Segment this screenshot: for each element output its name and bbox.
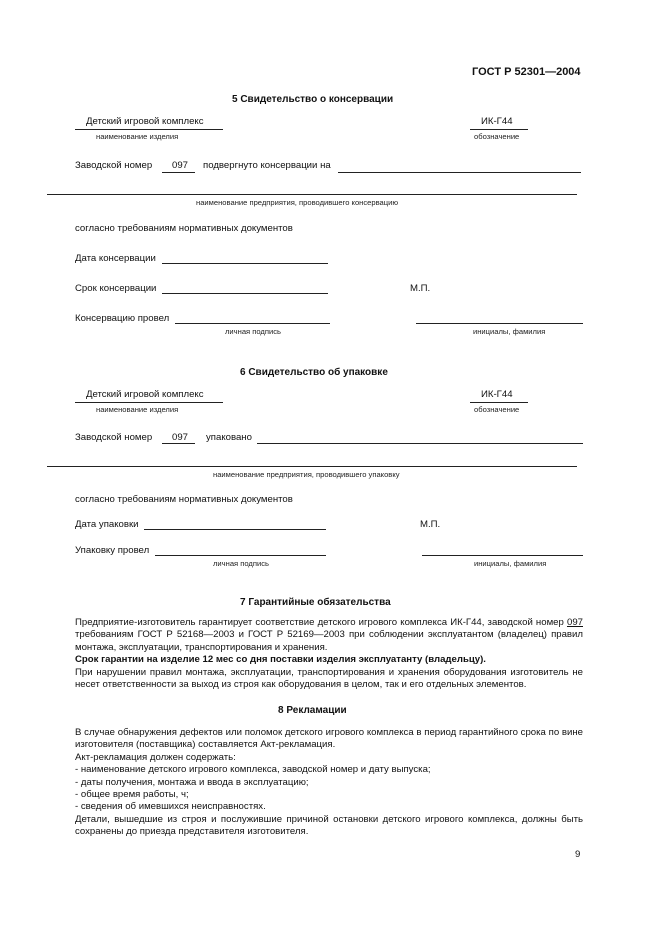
serial-value: 097 [172,160,189,171]
packing-enterprise-line-2 [47,466,577,467]
document-code: ГОСТ Р 52301—2004 [472,66,581,78]
claims-item: - даты получения, монтажа и ввода в эксплуатацию; [75,776,309,788]
product-name-caption: наименование изделия [96,132,179,141]
according-text: согласно требованиям нормативных документов [75,223,293,234]
according-text: согласно требованиям нормативных документов [75,494,293,505]
section-6-title: 6 Свидетельство об упаковке [240,367,388,378]
claims-intro: В случае обнаружения дефектов или поломок детского игрового комплекса в период гарантийного срока по вине изготовителя (поставщика) составляется Акт-рекламация. [75,727,583,751]
product-code-value: ИК-Г44 [481,389,513,400]
enterprise-caption: наименование предприятия, проводившего упаковку [213,470,400,479]
product-name-line [75,402,223,403]
product-code-caption: обозначение [474,132,520,141]
product-code-line [470,129,528,130]
signature-caption: личная подпись [213,559,269,568]
conservation-date-line [162,263,328,264]
section-7-title: 7 Гарантийные обязательства [240,597,391,608]
stamp-label: М.П. [410,283,431,294]
warranty-paragraph [75,617,583,654]
serial-line [162,172,195,173]
section-5-title: 5 Свидетельство о консервации [232,94,394,105]
warranty-text [75,617,583,691]
section-8-title: 8 Рекламации [278,705,347,716]
conserved-by-label: Консервацию провел [75,313,170,324]
serial-label: Заводской номер [75,432,153,443]
name-line [422,555,583,556]
serial-value: 097 [172,432,189,443]
packing-date-label: Дата упаковки [75,519,139,530]
claims-item: - сведения об имевшихся неисправностях. [75,801,266,813]
warranty-text-b: требованиям ГОСТ Р 52168—2003 и ГОСТ Р 52169—2003 при соблюдении эксплуатантом (владелец) правил монтажа, эксплуатации, транспортирования и хранения. [75,629,583,653]
product-code-caption: обозначение [474,405,520,414]
conservation-enterprise-line-2 [47,194,577,195]
warranty-period: Срок гарантии на изделие 12 мес со дня поставки изделия эксплуатанту (владельцу). [75,654,486,666]
packing-enterprise-line [257,443,583,444]
warranty-exclusion: При нарушении правил монтажа, эксплуатации, транспортирования и хранения оборудования изготовитель не несет ответственности за выход из строя как оборудования в целом, так и его отдельных элементов. [75,666,583,691]
serial-label: Заводской номер [75,160,153,171]
product-code-line [470,402,528,403]
warranty-serial: 097 [566,617,583,628]
serial-line [162,443,195,444]
claims-parts-note: Детали, вышедшие из строя и послужившие причиной остановки детского игрового комплекса, должны быть сохранены до приезда представителя изготовителя. [75,813,583,838]
product-name-line [75,129,223,130]
page-number: 9 [575,849,581,860]
name-line [416,323,583,324]
product-code-value: ИК-Г44 [481,116,513,127]
enterprise-caption: наименование предприятия, проводившего консервацию [196,198,399,207]
packing-date-line [144,529,326,530]
conservation-term-line [162,293,328,294]
product-name-value: Детский игровой комплекс [86,116,204,127]
signature-line [155,555,326,556]
conservation-date-label: Дата консервации [75,253,156,264]
claims-contents-heading: Акт-рекламация должен содержать: [75,751,236,763]
conservation-label: подвергнуто консервации на [203,160,331,171]
product-name-value: Детский игровой комплекс [86,389,204,400]
name-caption: инициалы, фамилия [474,559,547,568]
packed-by-label: Упаковку провел [75,545,150,556]
conservation-term-label: Срок консервации [75,283,157,294]
packed-label: упаковано [206,432,252,443]
claims-item: - общее время работы, ч; [75,789,189,801]
claims-text [75,727,583,839]
stamp-label: М.П. [420,519,441,530]
claims-item: - наименование детского игрового комплекса, заводской номер и дату выпуска; [75,764,431,776]
signature-line [175,323,330,324]
product-name-caption: наименование изделия [96,405,179,414]
conservation-enterprise-line [338,172,581,173]
signature-caption: личная подпись [225,327,281,336]
warranty-text-a: Предприятие-изготовитель гарантирует соответствие детского игрового комплекса ИК-Г44, заводской номер [75,617,564,628]
name-caption: инициалы, фамилия [473,327,546,336]
